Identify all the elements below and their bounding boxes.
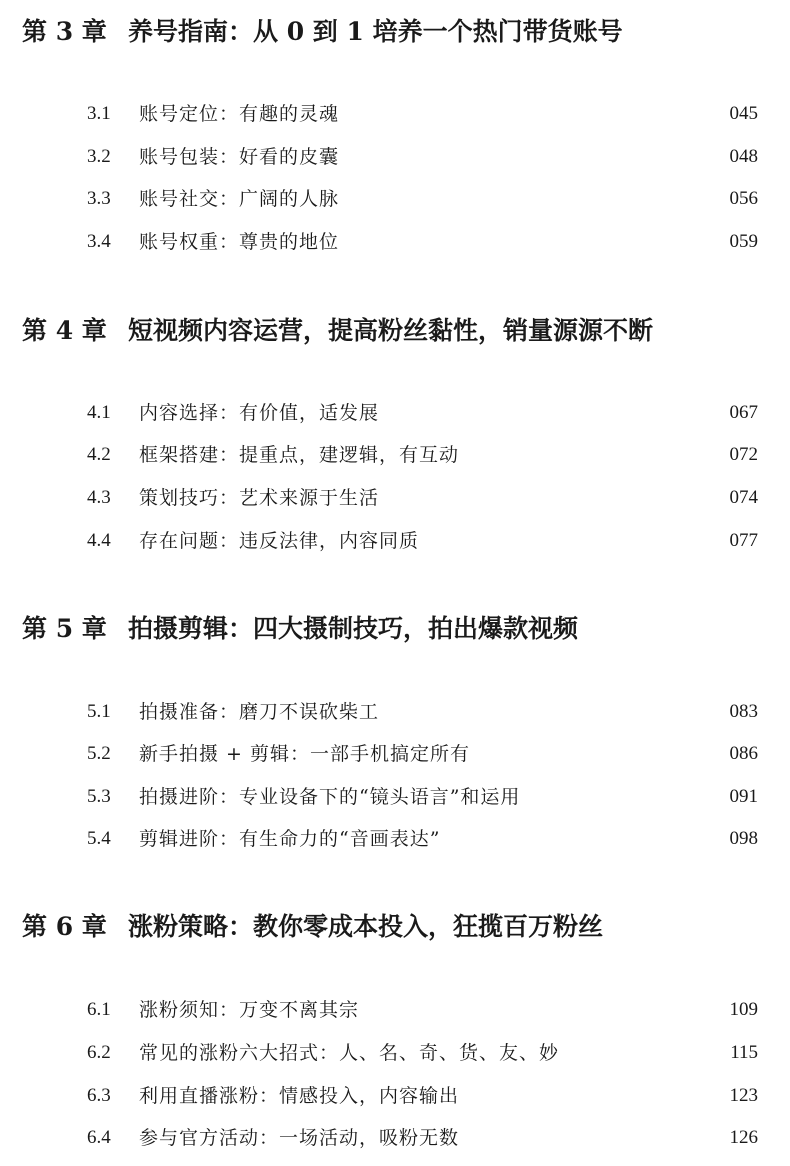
page-number: 045 <box>729 103 758 124</box>
section-number: 3.3 <box>87 188 111 209</box>
chapter-title: 涨粉策略：教你零成本投入，狂揽百万粉丝 <box>128 912 604 941</box>
chapter-number: 第 5 章 <box>22 614 107 643</box>
toc-entry[interactable] <box>0 524 790 558</box>
toc-entry[interactable] <box>0 140 790 174</box>
page-number: 056 <box>729 188 758 209</box>
toc-entry[interactable] <box>0 737 790 771</box>
section-title: 策划技巧：艺术来源于生活 <box>139 487 380 509</box>
page-number: 048 <box>729 146 758 167</box>
section-title: 账号包装：好看的皮囊 <box>139 146 340 168</box>
toc-entry[interactable] <box>0 822 790 856</box>
toc-entry[interactable] <box>0 396 790 430</box>
chapter-number: 第 4 章 <box>22 316 107 345</box>
chapter-title: 养号指南：从 0 到 1 培养一个热门带货账号 <box>128 17 623 46</box>
chapter-title: 短视频内容运营，提高粉丝黏性，销量源源不断 <box>128 316 654 345</box>
section-title: 存在问题：违反法律，内容同质 <box>139 530 420 552</box>
section-number: 3.1 <box>87 103 111 124</box>
page-number: 115 <box>730 1042 758 1063</box>
section-number: 5.1 <box>87 701 111 722</box>
section-number: 3.2 <box>87 146 111 167</box>
section-number: 4.1 <box>87 402 111 423</box>
page-number: 109 <box>729 999 758 1020</box>
section-title: 涨粉须知：万变不离其宗 <box>139 999 360 1021</box>
section-title: 利用直播涨粉：情感投入，内容输出 <box>139 1085 460 1107</box>
section-title: 拍摄进阶：专业设备下的“镜头语言”和运用 <box>139 786 521 808</box>
section-title: 参与官方活动：一场活动，吸粉无数 <box>139 1127 460 1149</box>
toc-entry[interactable] <box>0 695 790 729</box>
section-title: 账号社交：广阔的人脉 <box>139 188 340 210</box>
toc-entry[interactable] <box>0 97 790 131</box>
page-number: 059 <box>729 231 758 252</box>
chapter-heading <box>22 313 653 349</box>
toc-entry[interactable] <box>0 1121 790 1155</box>
chapter-number: 第 3 章 <box>22 17 107 46</box>
section-number: 5.2 <box>87 743 111 764</box>
section-title: 账号定位：有趣的灵魂 <box>139 103 340 125</box>
chapter-title: 拍摄剪辑：四大摄制技巧，拍出爆款视频 <box>128 614 579 643</box>
toc-entry[interactable] <box>0 993 790 1027</box>
section-title: 账号权重：尊贵的地位 <box>139 231 340 253</box>
section-number: 6.1 <box>87 999 111 1020</box>
page-number: 067 <box>729 402 758 423</box>
page-number: 126 <box>729 1127 758 1148</box>
page-number: 086 <box>729 743 758 764</box>
page-number: 098 <box>729 828 758 849</box>
page-number: 091 <box>729 786 758 807</box>
chapter-heading <box>22 909 603 945</box>
section-number: 4.2 <box>87 444 111 465</box>
section-number: 6.4 <box>87 1127 111 1148</box>
page-number: 123 <box>729 1085 758 1106</box>
toc-entry[interactable] <box>0 481 790 515</box>
page-number: 074 <box>729 487 758 508</box>
section-number: 5.4 <box>87 828 111 849</box>
toc-entry[interactable] <box>0 438 790 472</box>
section-title: 内容选择：有价值，适发展 <box>139 402 380 424</box>
section-title: 拍摄准备：磨刀不误砍柴工 <box>139 701 380 723</box>
section-title: 新手拍摄 + 剪辑：一部手机搞定所有 <box>139 743 470 765</box>
chapter-number: 第 6 章 <box>22 912 107 941</box>
toc-entry[interactable] <box>0 780 790 814</box>
chapter-heading <box>22 611 578 647</box>
section-number: 5.3 <box>87 786 111 807</box>
section-number: 3.4 <box>87 231 111 252</box>
section-number: 6.3 <box>87 1085 111 1106</box>
section-number: 4.3 <box>87 487 111 508</box>
toc-entry[interactable] <box>0 225 790 259</box>
page-number: 077 <box>729 530 758 551</box>
toc-entry[interactable] <box>0 182 790 216</box>
chapter-heading <box>22 14 623 50</box>
toc-entry[interactable] <box>0 1036 790 1070</box>
page-number: 072 <box>729 444 758 465</box>
toc-entry[interactable] <box>0 1079 790 1113</box>
section-number: 6.2 <box>87 1042 111 1063</box>
page-number: 083 <box>729 701 758 722</box>
section-title: 剪辑进阶：有生命力的“音画表达” <box>139 828 441 850</box>
section-title: 常见的涨粉六大招式：人、名、奇、货、友、妙 <box>139 1042 560 1064</box>
section-title: 框架搭建：提重点，建逻辑，有互动 <box>139 444 460 466</box>
section-number: 4.4 <box>87 530 111 551</box>
